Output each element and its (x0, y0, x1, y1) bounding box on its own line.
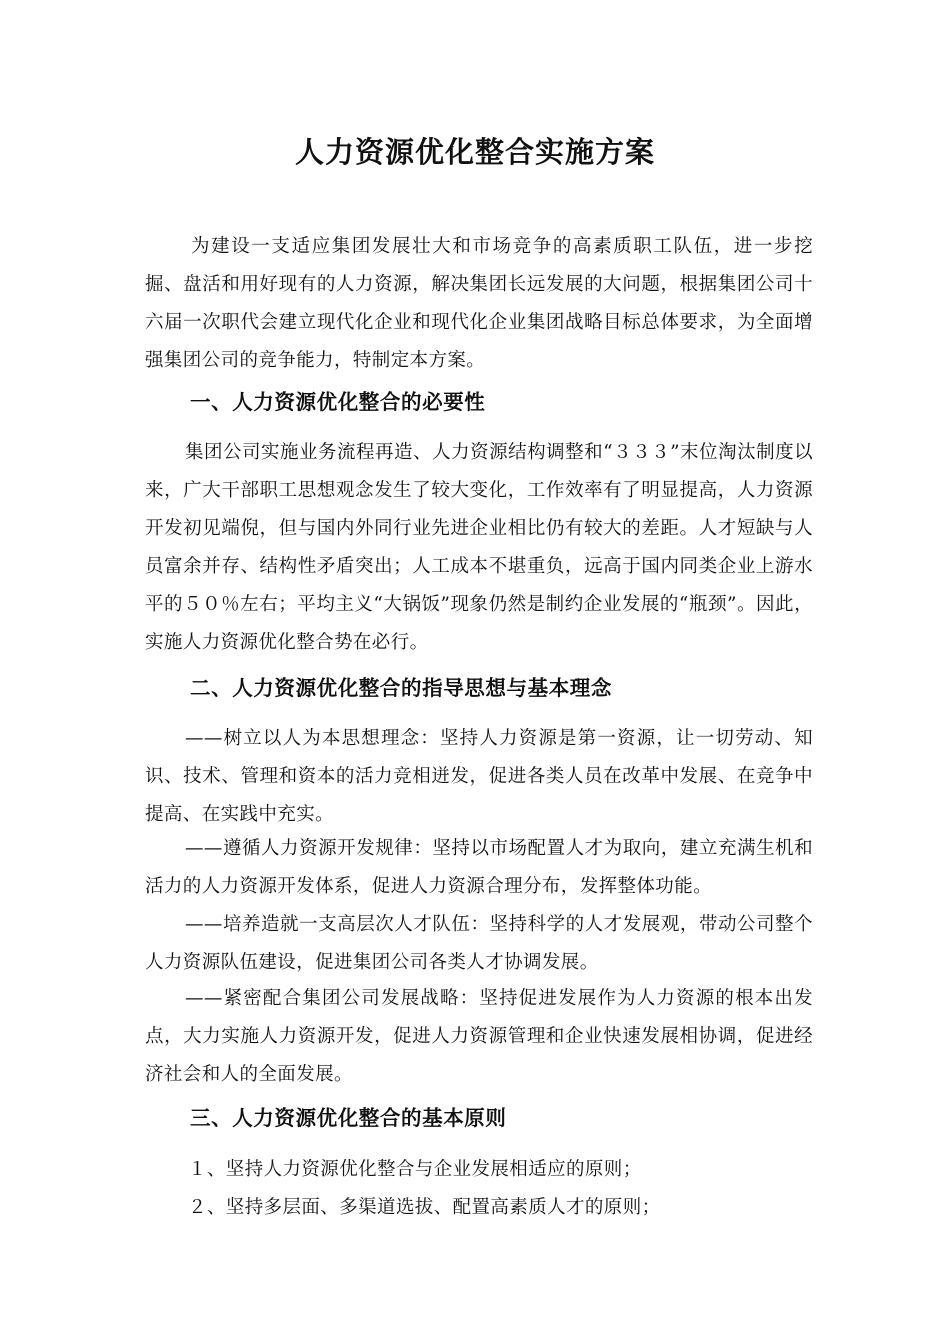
section-2-paragraph-1: ——树立以人为本思想理念：坚持人力资源是第一资源，让一切劳动、知识、技术、管理和资本的活力竞相迸发，促进各类人员在改革中发展、在竞争中提高、在实践中充实。 (145, 728, 813, 825)
section-2-paragraph-4: ——紧密配合集团公司发展战略：坚持促进发展作为人力资源的根本出发点，大力实施人力资源开发，促进人力资源管理和企业快速发展相协调，促进经济社会和人的全面发展。 (145, 988, 813, 1085)
document-title: 人力资源优化整合实施方案 (294, 135, 655, 169)
section-1-paragraph: 集团公司实施业务流程再造、人力资源结构调整和“３３３”末位淘汰制度以来，广大干部职工思想观念发生了较大变化，工作效率有了明显提高，人力资源开发初见端倪，但与国内外同行业先进企业相比仍有较大的差距。人才短缺与人员富余并存、结构性矛盾突出；人工成本不堪重负，远高于国内同类企业上游水平的５０％左右；平均主义“大锅饭”现象仍然是制约企业发展的“瓶颈”。因此，实施人力资源优化整合势在必行。 (145, 442, 813, 653)
principle-item-1: １、坚持人力资源优化整合与企业发展相适应的原则； (188, 1159, 642, 1180)
intro-paragraph: 为建设一支适应集团发展壮大和市场竞争的高素质职工队伍，进一步挖掘、盘活和用好现有的人力资源，解决集团长远发展的大问题，根据集团公司十六届一次职代会建立现代化企业和现代化企业集团战略目标总体要求，为全面增强集团公司的竞争能力，特制定本方案。 (145, 236, 813, 371)
section-2-heading: 二、人力资源优化整合的指导思想与基本理念 (190, 676, 612, 700)
section-3-heading: 三、人力资源优化整合的基本原则 (190, 1106, 507, 1130)
section-1-heading: 一、人力资源优化整合的必要性 (190, 390, 486, 414)
section-2-paragraph-3: ——培养造就一支高层次人才队伍：坚持科学的人才发展观，带动公司整个人力资源队伍建设，促进集团公司各类人才协调发展。 (145, 914, 813, 973)
section-2-paragraph-2: ——遵循人力资源开发规律：坚持以市场配置人才为取向，建立充满生机和活力的人力资源开发体系，促进人力资源合理分布，发挥整体功能。 (145, 838, 813, 897)
principle-item-2: ２、坚持多层面、多渠道选拔、配置高素质人才的原则； (188, 1197, 661, 1218)
